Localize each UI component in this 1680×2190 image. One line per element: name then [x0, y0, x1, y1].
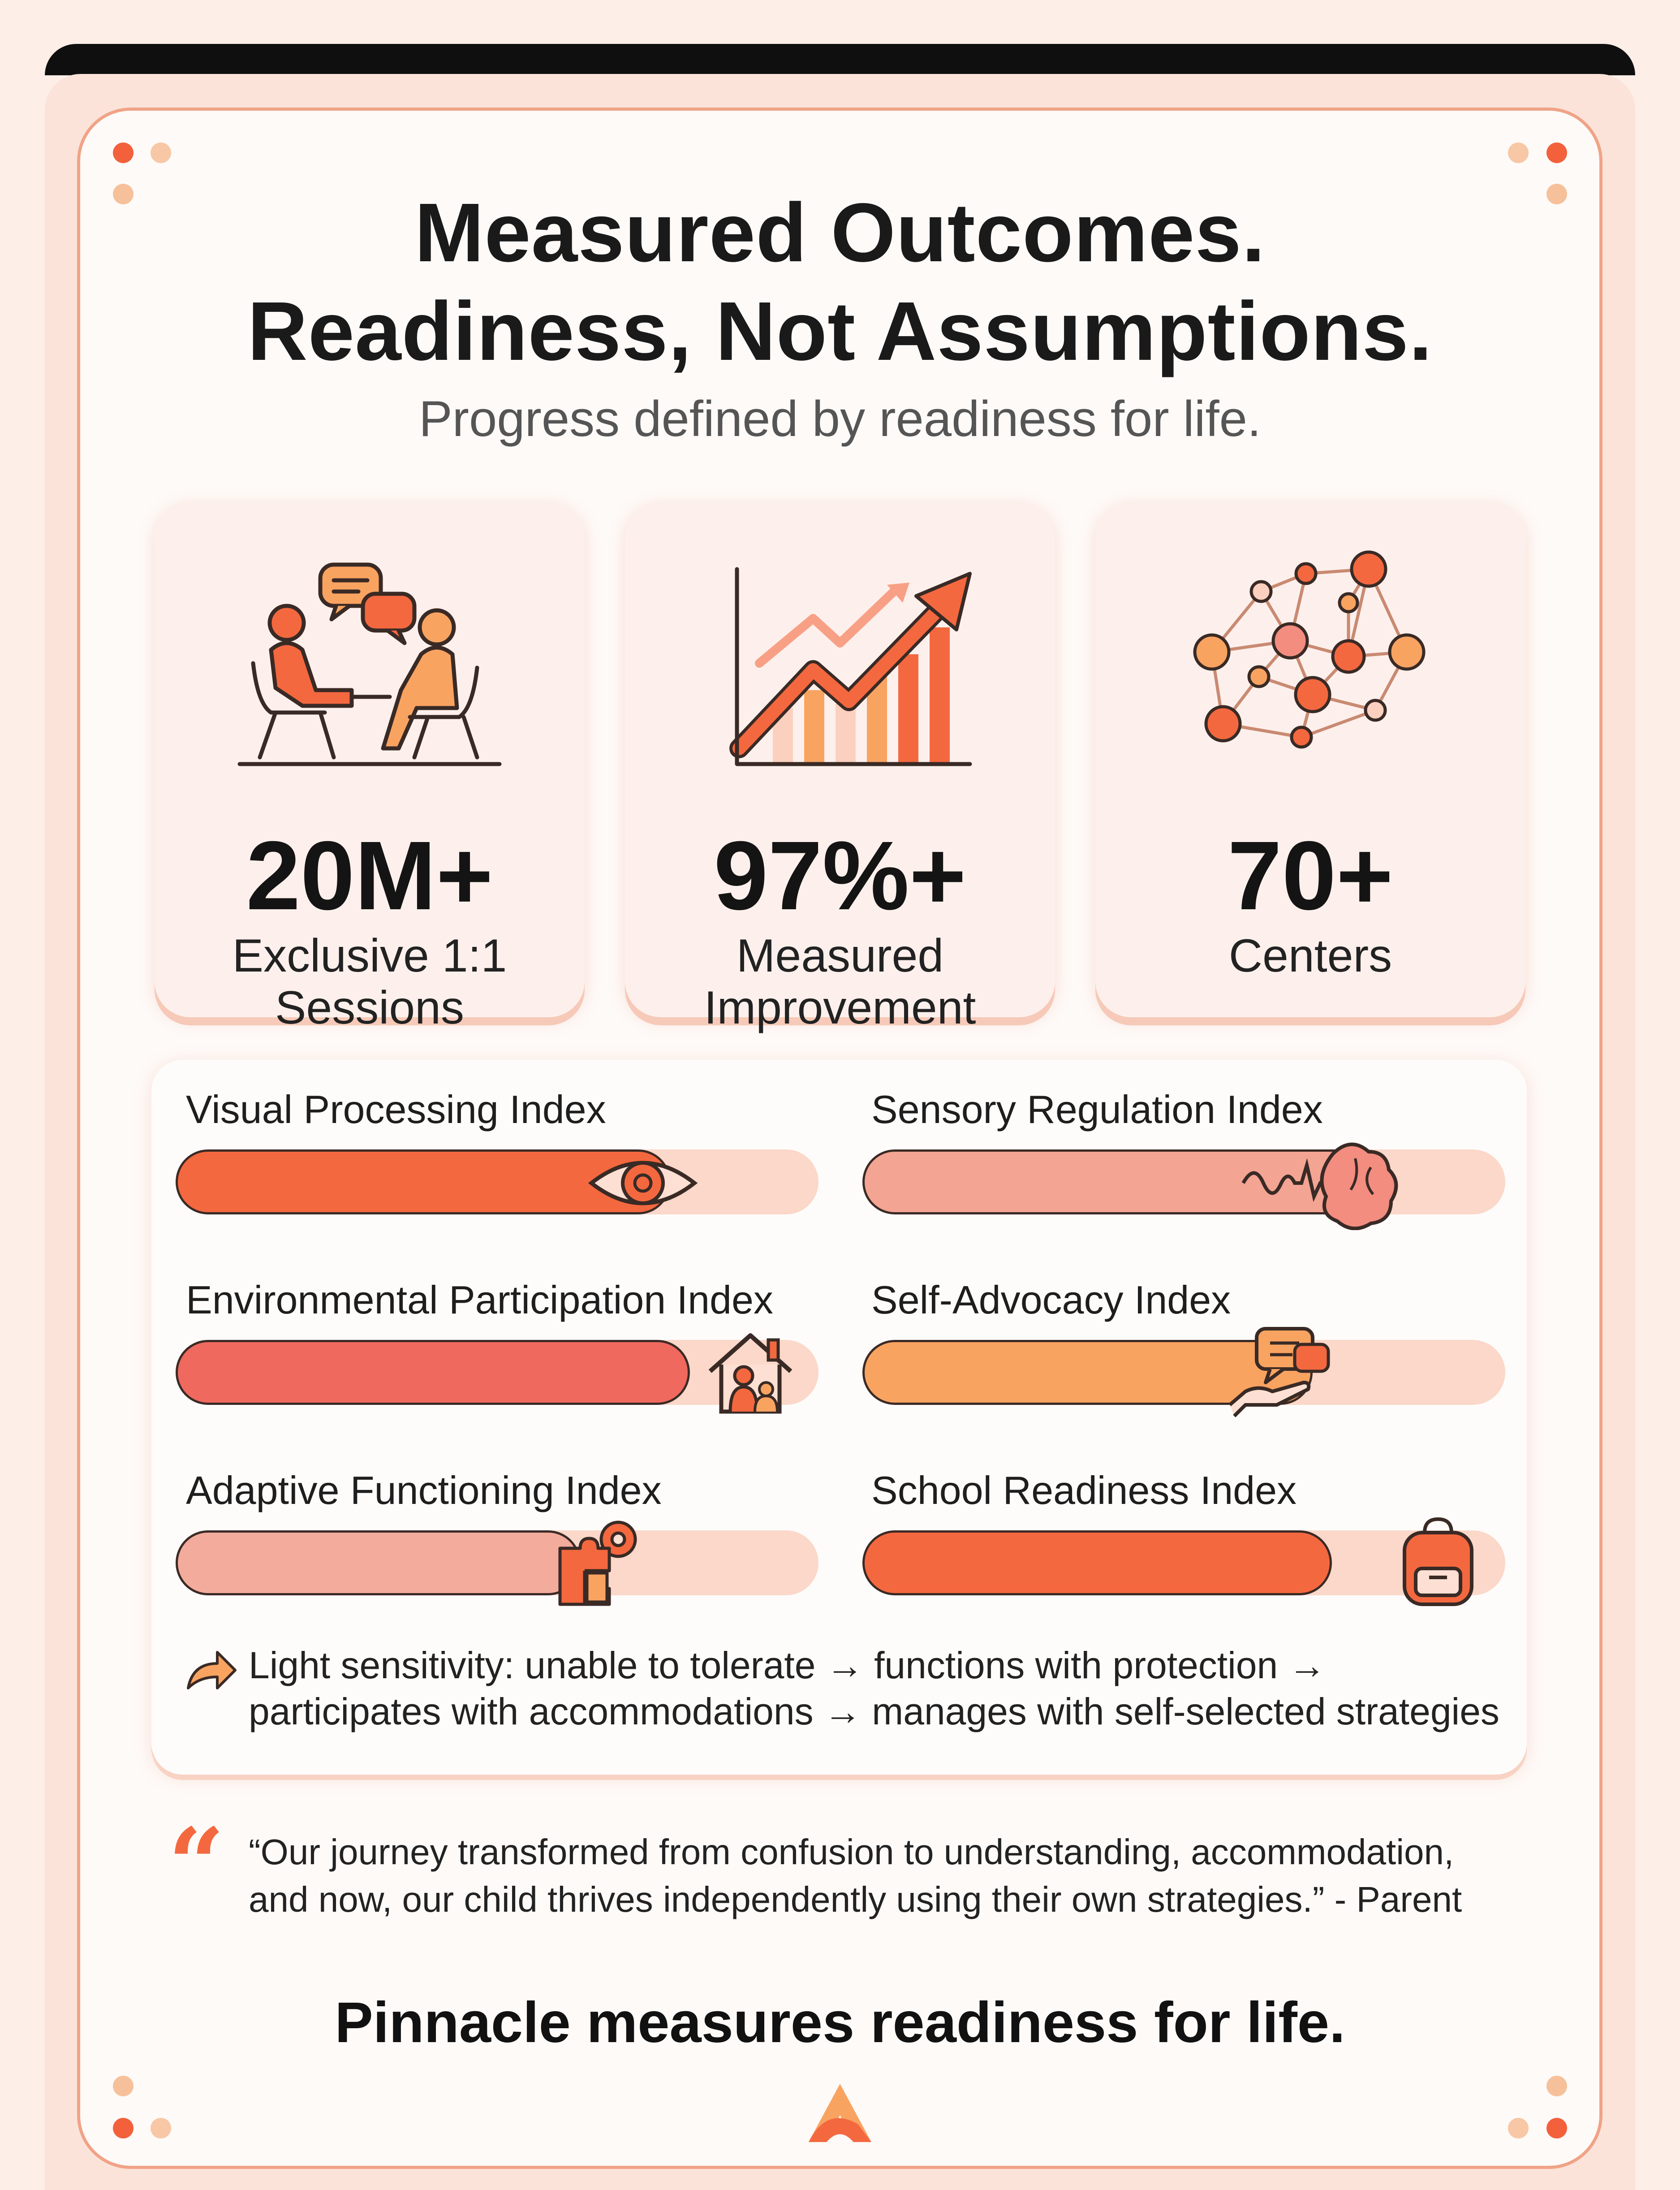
- corner-dot: [1508, 2118, 1529, 2138]
- tagline: Pinnacle measures readiness for life.: [335, 1991, 1345, 2055]
- stat-card-centers: [1095, 502, 1525, 1017]
- index-label: Adaptive Functioning Index: [186, 1468, 662, 1512]
- progression-note: [249, 1642, 1503, 1735]
- corner-dot: [1546, 143, 1567, 163]
- corner-dot: [113, 143, 134, 163]
- corner-dot: [1546, 2076, 1567, 2096]
- stat-card-sessions: [155, 502, 585, 1034]
- corner-dot: [1546, 2118, 1567, 2138]
- stat-label-line2: Sessions: [275, 982, 464, 1034]
- index-bar-fill: [862, 1530, 1332, 1595]
- index-bar-visual: [176, 1149, 818, 1214]
- stat-label: Centers: [1228, 930, 1392, 982]
- home-family-icon: [706, 1329, 795, 1418]
- quote-mark-icon: “: [168, 1806, 225, 1922]
- testimonial: [249, 1828, 1503, 1923]
- stat-card-improvement: [625, 502, 1055, 1034]
- backpack-icon: [1398, 1515, 1478, 1609]
- corner-dot: [151, 143, 171, 163]
- index-label: Self-Advocacy Index: [871, 1278, 1231, 1322]
- index-bar-self-advocacy: [862, 1340, 1505, 1405]
- speech-hand-icon: [1228, 1324, 1335, 1423]
- page-title: Measured Outcomes.: [414, 186, 1266, 279]
- stat-value: 70+: [1228, 821, 1393, 930]
- brain-wave-icon: [1241, 1136, 1402, 1230]
- corner-dot: [1508, 143, 1529, 163]
- testimonial-line1: “Our journey transformed from confusion to understanding, accommodation,: [249, 1832, 1454, 1872]
- index-label: School Readiness Index: [871, 1468, 1297, 1512]
- page-title-line2: Readiness, Not Assumptions.: [247, 285, 1433, 378]
- index-bar-adaptive: [176, 1530, 818, 1595]
- stat-value: 97%+: [714, 821, 966, 930]
- therapy-session-icon: [235, 542, 504, 811]
- corner-dot: [151, 2118, 171, 2138]
- stat-value: 20M+: [246, 821, 493, 930]
- pinnacle-logo-icon: [804, 2079, 876, 2147]
- corner-dot: [113, 2118, 134, 2138]
- stat-label: Measured: [736, 930, 944, 982]
- forward-arrow-icon: [184, 1650, 237, 1693]
- network-icon: [1176, 542, 1445, 811]
- index-bar-fill: [176, 1340, 690, 1405]
- index-label: Environmental Participation Index: [186, 1278, 773, 1322]
- stat-label-line2: Improvement: [704, 982, 976, 1034]
- index-bar-sensory: [862, 1149, 1505, 1214]
- puzzle-gear-icon: [556, 1515, 645, 1609]
- stat-label: Exclusive 1:1: [232, 930, 507, 982]
- top-bar: [45, 44, 1635, 75]
- page-subtitle: Progress defined by readiness for life.: [418, 391, 1262, 447]
- growth-chart-icon: [706, 542, 974, 811]
- corner-dot: [113, 2076, 134, 2096]
- index-label: Visual Processing Index: [186, 1087, 606, 1132]
- eye-icon: [587, 1147, 699, 1219]
- index-bar-fill: [176, 1530, 581, 1595]
- progression-note-line1: Light sensitivity: unable to tolerate → functions with protection →: [249, 1644, 1326, 1686]
- index-label: Sensory Regulation Index: [871, 1087, 1323, 1132]
- progression-note-line2: participates with accommodations → manages with self-selected strategies: [249, 1690, 1499, 1732]
- testimonial-line2: and now, our child thrives independently using their own strategies.” - Parent: [249, 1879, 1462, 1919]
